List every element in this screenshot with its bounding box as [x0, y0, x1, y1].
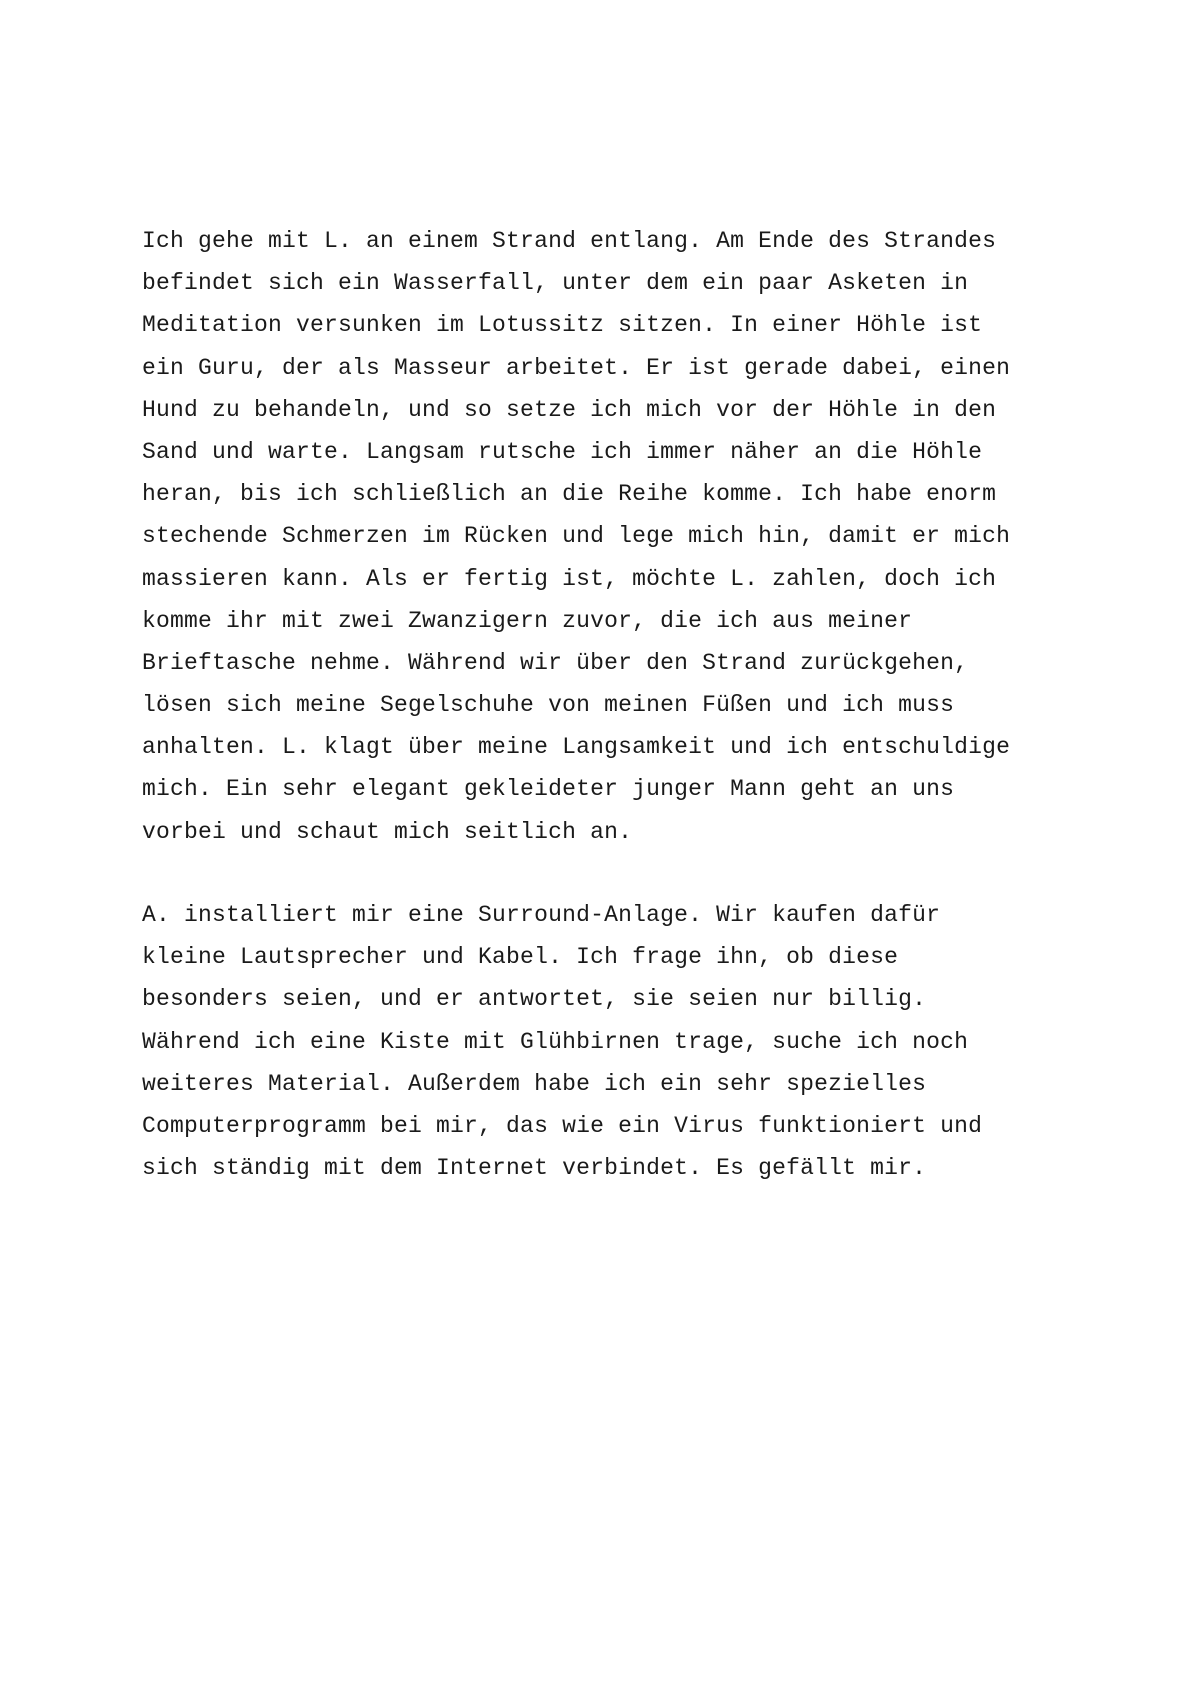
text-line: kleine Lautsprecher und Kabel. Ich frage ihn, ob diese	[142, 944, 899, 971]
text-line: komme ihr mit zwei Zwanzigern zuvor, die ich aus meiner	[142, 607, 913, 634]
text-line: ein Guru, der als Masseur arbeitet. Er ist gerade dabei, einen	[142, 354, 1011, 381]
paragraph-beach-dream	[142, 220, 1062, 853]
text-line: heran, bis ich schließlich an die Reihe komme. Ich habe enorm	[142, 481, 997, 508]
text-line: massieren kann. Als er fertig ist, möchte L. zahlen, doch ich	[142, 565, 997, 592]
text-line: mich. Ein sehr elegant gekleideter junger Mann geht an uns	[142, 776, 955, 803]
text-line: Meditation versunken im Lotussitz sitzen. In einer Höhle ist	[142, 312, 983, 339]
text-line: Sand und warte. Langsam rutsche ich immer näher an die Höhle	[142, 438, 983, 465]
text-line: Ich gehe mit L. an einem Strand entlang. Am Ende des Strandes	[142, 228, 997, 254]
text-line: Computerprogramm bei mir, das wie ein Virus funktioniert und	[142, 1112, 983, 1139]
text-line: Hund zu behandeln, und so setze ich mich vor der Höhle in den	[142, 396, 997, 423]
text-line: sich ständig mit dem Internet verbindet. Es gefällt mir.	[142, 1155, 927, 1182]
paragraph-surround-dream	[142, 894, 1062, 1189]
text-line: Während ich eine Kiste mit Glühbirnen trage, suche ich noch	[142, 1028, 969, 1055]
text-line: besonders seien, und er antwortet, sie seien nur billig.	[142, 986, 927, 1013]
text-line: lösen sich meine Segelschuhe von meinen Füßen und ich muss	[142, 692, 955, 719]
text-line: A. installiert mir eine Surround-Anlage. Wir kaufen dafür	[142, 902, 941, 928]
text-line: anhalten. L. klagt über meine Langsamkeit und ich entschuldige	[142, 734, 1011, 761]
text-line: befindet sich ein Wasserfall, unter dem ein paar Asketen in	[142, 270, 969, 297]
text-line: stechende Schmerzen im Rücken und lege mich hin, damit er mich	[142, 523, 1011, 550]
text-line: vorbei und schaut mich seitlich an.	[142, 818, 633, 845]
text-line: Brieftasche nehme. Während wir über den Strand zurückgehen,	[142, 649, 969, 676]
text-line: weiteres Material. Außerdem habe ich ein sehr spezielles	[142, 1070, 927, 1097]
